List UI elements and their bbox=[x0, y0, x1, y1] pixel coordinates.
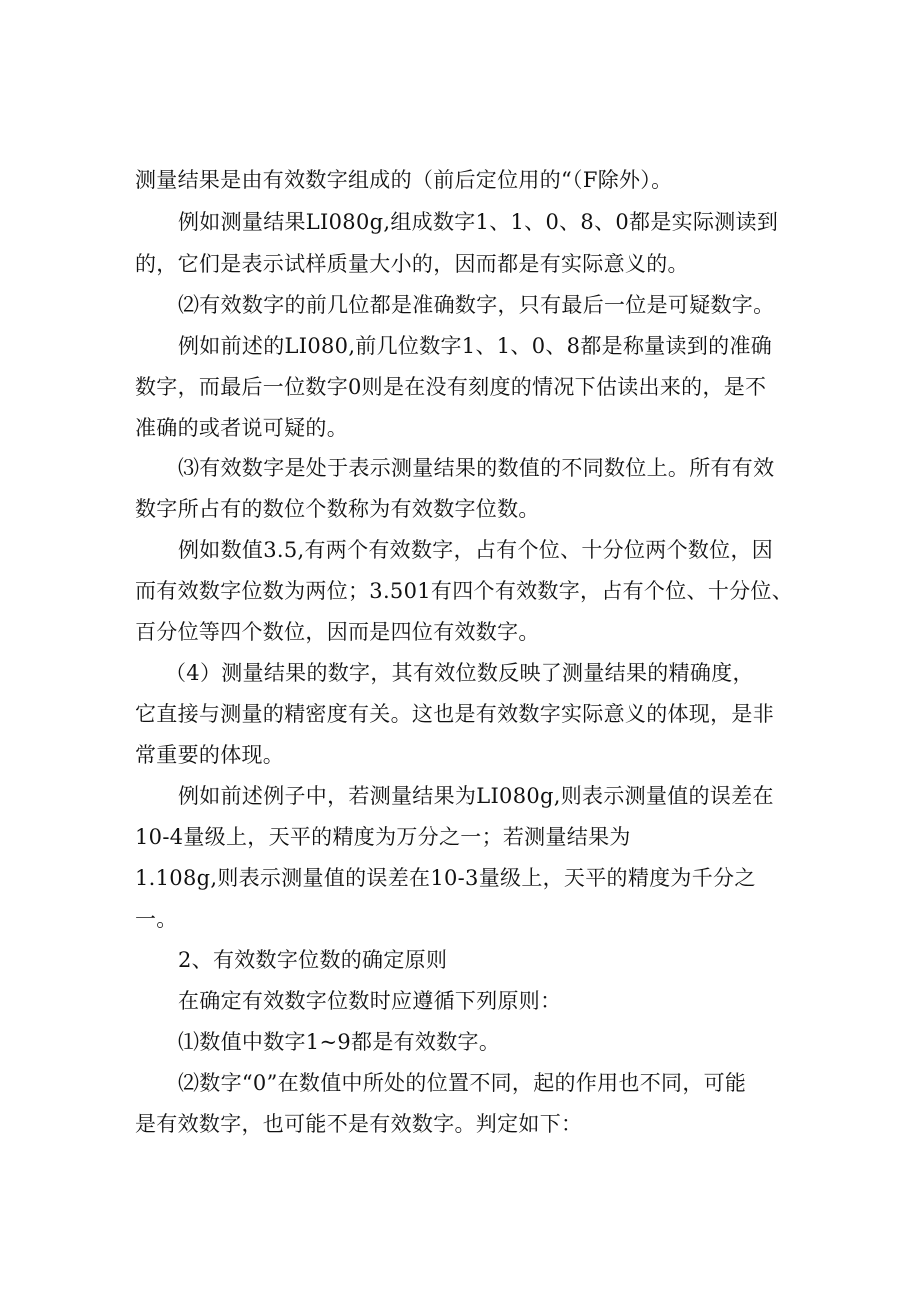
text-line-22: ⑴数值中数字1~9都是有效数字。 bbox=[178, 1030, 501, 1054]
text-line-6: 数字，而最后一位数字0则是在没有刻度的情况下估读出来的，是不 bbox=[135, 375, 767, 399]
text-line-14: 它直接与测量的精密度有关。这也是有效数字实际意义的体现，是非 bbox=[135, 702, 774, 726]
text-line-4: ⑵有效数字的前几位都是准确数字，只有最后一位是可疑数字。 bbox=[178, 293, 775, 317]
text-line-21: 在确定有效数字位数时应遵循下列原则： bbox=[178, 989, 562, 1013]
text-line-10: 例如数值3.5,有两个有效数字，占有个位、十分位两个数位，因 bbox=[178, 538, 774, 562]
text-line-8: ⑶有效数字是处于表示测量结果的数值的不同数位上。所有有效 bbox=[178, 456, 775, 480]
text-line-11: 而有效数字位数为两位；3.501有四个有效数字，占有个位、十分位、 bbox=[135, 579, 794, 603]
text-line-23: ⑵数字“0”在数值中所处的位置不同，起的作用也不同，可能 bbox=[178, 1071, 747, 1095]
text-line-12: 百分位等四个数位，因而是四位有效数字。 bbox=[135, 620, 540, 644]
text-line-16: 例如前述例子中，若测量结果为LI080g,则表示测量值的误差在 bbox=[178, 784, 774, 808]
text-line-2: 例如测量结果LI080g,组成数字1、1、0、8、0都是实际测读到 bbox=[178, 210, 779, 234]
text-line-15: 常重要的体现。 bbox=[135, 743, 285, 767]
text-line-1: 测量结果是由有效数字组成的（前后定位用的“（F除外）。 bbox=[135, 168, 673, 192]
text-line-13: （4）测量结果的数字，其有效位数反映了测量结果的精确度， bbox=[165, 661, 754, 685]
text-line-18: 1.108g,则表示测量值的误差在10-3量级上，天平的精度为千分之 bbox=[135, 866, 756, 890]
text-line-9: 数字所占有的数位个数称为有效数字位数。 bbox=[135, 497, 540, 521]
text-line-24: 是有效数字，也可能不是有效数字。判定如下： bbox=[135, 1112, 583, 1136]
text-line-17: 10-4量级上，天平的精度为万分之一；若测量结果为 bbox=[135, 825, 631, 849]
text-line-19: 一。 bbox=[135, 907, 178, 931]
text-line-5: 例如前述的LI080,前几位数字1、1、0、8都是称量读到的准确 bbox=[178, 334, 773, 358]
text-line-7: 准确的或者说可疑的。 bbox=[135, 416, 348, 440]
text-line-3: 的，它们是表示试样质量大小的，因而都是有实际意义的。 bbox=[135, 252, 689, 276]
section-heading: 2、有效数字位数的确定原则 bbox=[178, 948, 448, 972]
